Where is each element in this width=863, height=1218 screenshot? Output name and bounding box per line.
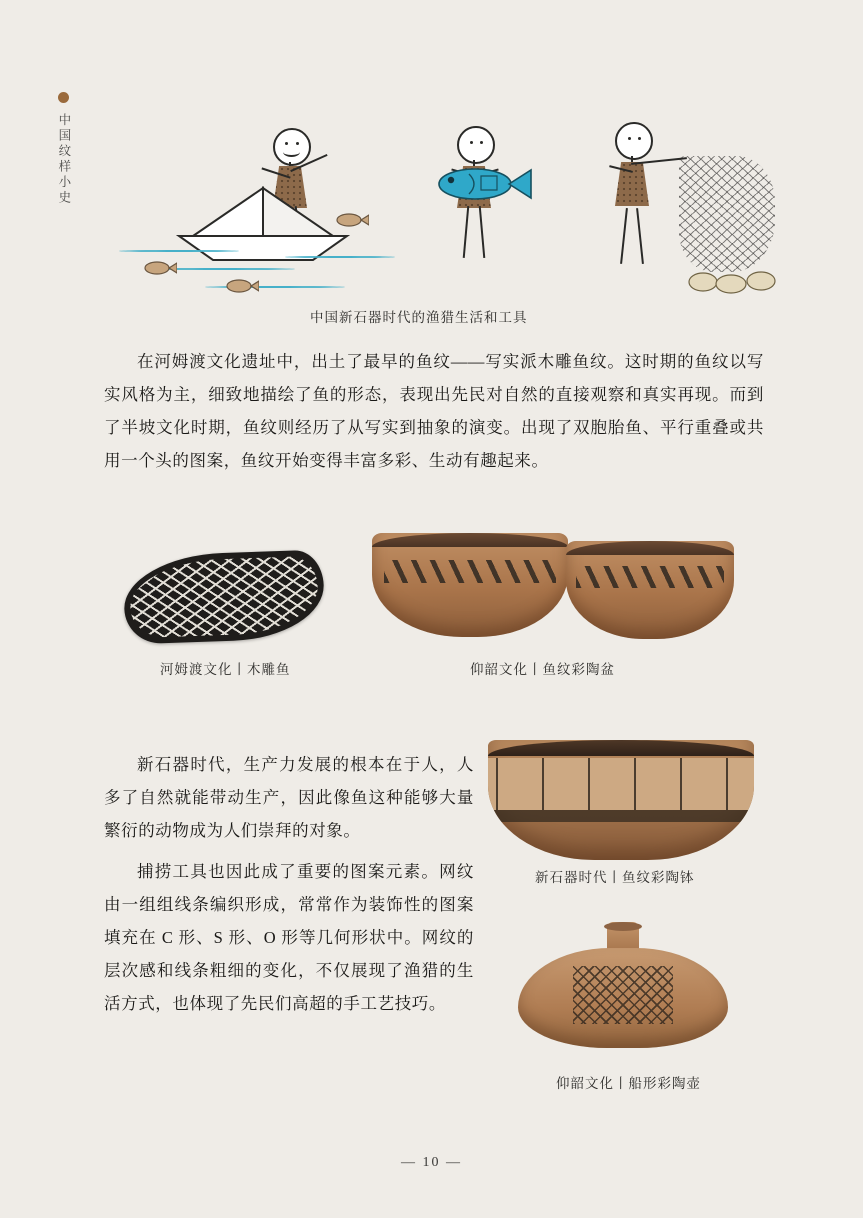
pottery-bowl-dark-band — [488, 810, 754, 822]
painted-pottery-basin-left — [372, 533, 568, 637]
fishing-net — [679, 156, 775, 272]
fisher-head — [457, 126, 495, 164]
blue-fish — [429, 162, 533, 211]
water-fish-2 — [225, 278, 259, 299]
fisher-leg-left — [463, 206, 470, 258]
running-head — [46, 92, 80, 206]
basin-left-rim — [372, 533, 568, 547]
paragraph-3: 捕捞工具也因此成了重要的图案元素。网纹由一组组线条编织形成，常常作为装饰性的图案填充在 C 形、S 形、O 形等几何形状中。网纹的层次感和线条粗细的变化，不仅展现了渔猎的生活方式，也体现了先民们高超的手工艺技巧。 — [104, 862, 474, 1013]
boat-shaped-pottery-pot — [508, 900, 738, 1075]
running-head-label: 中国纹样小史 — [56, 113, 71, 206]
netman-head — [615, 122, 653, 160]
caption-top-illustration: 中国新石器时代的渔猎生活和工具 — [310, 310, 528, 325]
wood-carved-fish-pattern — [129, 556, 320, 639]
water-fish-3 — [335, 212, 369, 233]
caption-wood-carved-fish: 河姆渡文化丨木雕鱼 — [160, 662, 291, 677]
page-number: — 10 — — [401, 1155, 462, 1170]
pottery-bowl-fish-band — [488, 758, 754, 810]
illustration-netman — [595, 108, 795, 308]
pottery-bowl-rim — [488, 740, 754, 756]
netman-leg-right — [636, 208, 644, 264]
netman-leg-left — [620, 208, 628, 264]
boatman-head — [273, 128, 311, 166]
basin-left-fish-pattern — [384, 560, 557, 583]
boat-pot-body — [518, 948, 728, 1048]
basin-right-fish-pattern — [576, 566, 724, 588]
water-fish-1 — [143, 260, 177, 281]
paragraph-2: 新石器时代，生产力发展的根本在于人，人多了自然就能带动生产，因此像鱼这种能够大量繁衍的动物成为人们崇拜的对象。 — [104, 755, 474, 840]
paragraph-1: 在河姆渡文化遗址中，出土了最早的鱼纹——写实派木雕鱼纹。这时期的鱼纹以写实风格为主，细致地描绘了鱼的形态，表现出先民对自然的直接观察和真实再现。而到了半坡文化时期，鱼纹则经历了从写实到抽象的演变。出现了双胞胎鱼、平行重叠或共用一个头的图案，鱼纹开始变得丰富多彩、生动有趣起来。 — [104, 352, 764, 470]
running-head-dot — [58, 92, 69, 103]
net-catch-stones — [687, 264, 787, 299]
painted-pottery-basin-right — [566, 541, 734, 639]
wood-carved-fish — [123, 550, 326, 645]
caption-boat-shaped-pottery-pot: 仰韶文化丨船形彩陶壶 — [556, 1076, 701, 1091]
illustration-fisher — [415, 120, 555, 310]
fisher-leg-right — [479, 206, 486, 258]
basin-right-rim — [566, 541, 734, 555]
top-illustration — [105, 100, 765, 305]
illustration-boatman — [165, 100, 415, 300]
caption-fish-pattern-pottery-bowl: 新石器时代丨鱼纹彩陶钵 — [535, 870, 695, 885]
paper-boat — [173, 186, 323, 248]
caption-painted-pottery-basin: 仰韶文化丨鱼纹彩陶盆 — [470, 662, 615, 677]
fish-pattern-pottery-bowl — [488, 740, 754, 860]
